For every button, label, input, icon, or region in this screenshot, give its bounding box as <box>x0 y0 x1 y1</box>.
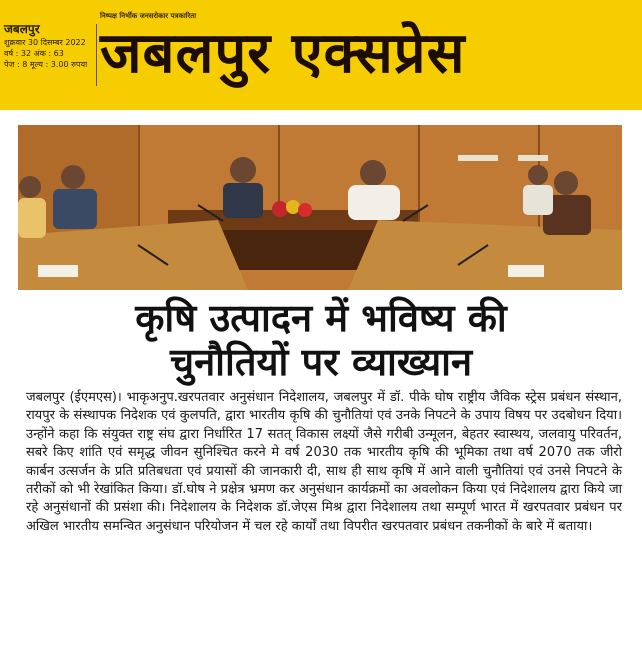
masthead-divider <box>96 24 97 86</box>
newspaper-masthead <box>0 0 642 110</box>
masthead-info <box>4 22 94 70</box>
article-headline <box>16 296 626 384</box>
masthead-tagline: निष्पक्ष निर्भीक जनसरोकार पत्रकारिता <box>100 12 197 20</box>
meeting-photo-illustration <box>18 125 622 290</box>
headline-line-1: कृषि उत्पादन में भविष्य की <box>135 296 507 340</box>
masthead-city: जबलपुर <box>4 22 40 36</box>
meeting-photo <box>18 125 622 290</box>
article-body: जबलपुर (ईएमएस)। भाकृअनुप.खरपतवार अनुसंधान निदेशालय, जबलपुर में डॉ. पीके घोष राष्ट्रीय जैविक स्ट्रेस प्रबंधन संस्थान, रायपुर के संस्थापक निदेशक एवं कुलपति, द्वारा भारतीय कृषि की चुनौतियां एवं उनके निपटने के उपाय विषय पर उदबोधन दिया। उन्होंने कहा कि संयुक्त राष्ट्र संघ द्वारा निर्धारित 17 सतत् विकास लक्ष्यों जैसे गरीबी उन्मूलन, बेहतर स्वास्थय, जलवायु परिवर्तन, सबरे किए शांति एवं समृद्ध जीवन सुनिश्चित करने मे वर्ष 2030 तक भारतीय कृषि की भूमिका तथा वर्ष 2070 तक जीरो कार्बन उत्सर्जन के प्रति प्रतिबधता एवं प्रयासों की जानकारी दी, साथ ही साथ कृषि में आने वाली चुनौतियां एवं उनसे निपटने के तरीकों को भी रेखांकित किया। डॉ.घोष ने प्रक्षेत्र भ्रमण कर अनुसंधान कार्यक्रमों का अवलोकन किया एवं निदेशालय द्वारा किये जा रहे अनुसंधानों की प्रसंशा की। निदेशालय के निदेशक डॉ.जेएस मिश्र द्वारा निदेशालय तथा सम्पूर्ण भारत में खरपतवार प्रबंधन पर अखिल भारतीय समन्वित अनुसंधान परियोजन में चल रहे कार्यों तथा विपरीत खरपतवार प्रबंधन तकनीकों के बारे में बताया। <box>26 390 622 534</box>
headline-line-2: चुनौतियों पर व्याख्यान <box>169 340 473 384</box>
newspaper-title: जबलपुर एक्सप्रेस <box>100 21 466 86</box>
masthead-date: शुक्रवार 30 दिसम्बर 2022 <box>4 38 86 47</box>
masthead-pages-price: पेज : 8 मूल्य : 3.00 रुपया <box>4 60 88 69</box>
masthead-volume: वर्ष : 32 अंक : 63 <box>4 49 64 58</box>
